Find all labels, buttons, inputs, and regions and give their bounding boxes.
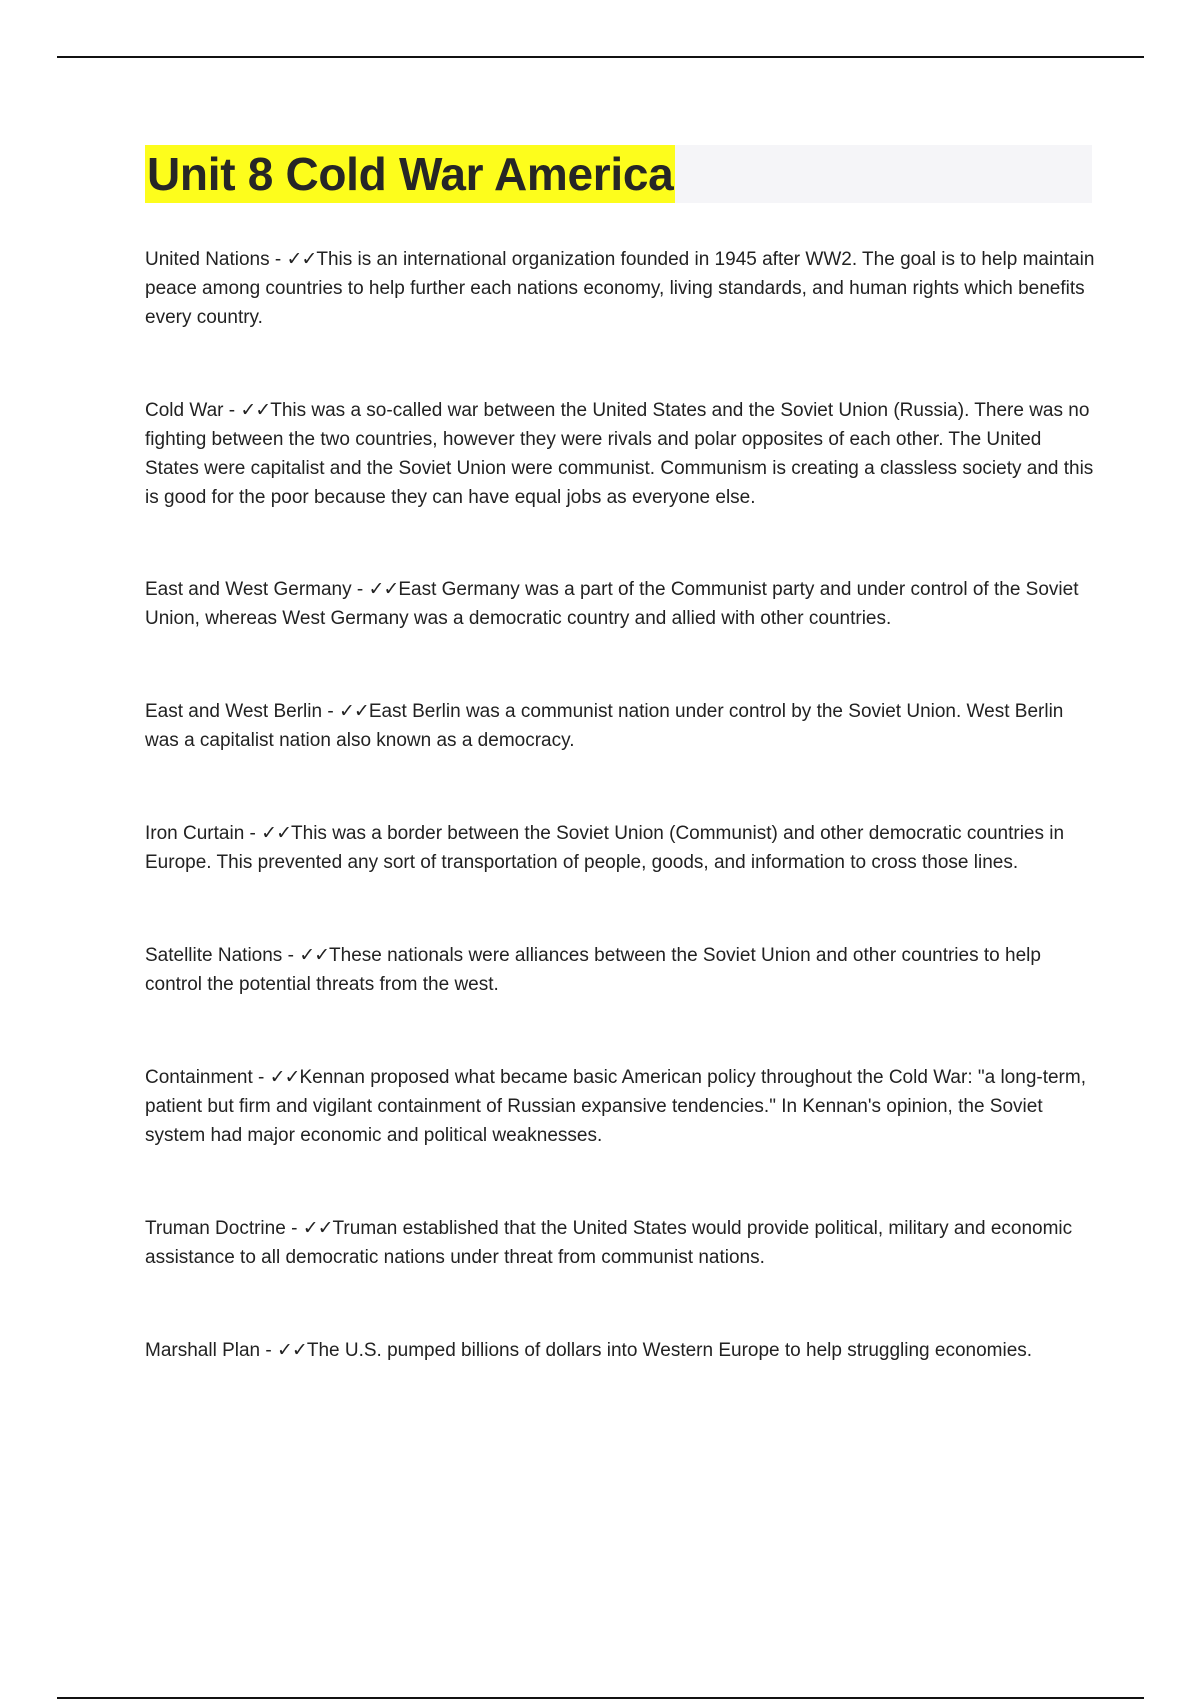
entry-iron-curtain [145, 819, 1095, 877]
entry-term: United Nations [145, 249, 270, 270]
entry-separator: - [223, 400, 241, 421]
entry-term: Containment [145, 1067, 253, 1088]
entry-separator: - [285, 1218, 303, 1239]
entry-separator: - [282, 945, 300, 966]
entry-definition: East Berlin was a communist nation under control by the Soviet Union. West Berlin was a capitalist nation also known as a democracy. [145, 701, 1064, 751]
check-mark-icon: ✓✓ [338, 700, 369, 722]
entry-definition: Kennan proposed what became basic American policy throughout the Cold War: "a long-term, patient but firm and vigilant containment of Russian expansive tendencies." In Kennan's opinion, the Soviet system had major economic and political weaknesses. [145, 1067, 1086, 1146]
entry-separator: - [322, 701, 339, 722]
entry-satellite-nations [145, 941, 1095, 999]
entry-definition: These nationals were alliances between the Soviet Union and other countries to help control the potential threats from the west. [145, 945, 1041, 995]
entry-cold-war [145, 396, 1095, 512]
entry-term: East and West Germany [145, 579, 352, 600]
check-mark-icon: ✓✓ [286, 248, 317, 270]
check-mark-icon: ✓✓ [261, 822, 292, 844]
entry-definition: This was a so-called war between the United States and the Soviet Union (Russia). There was no fighting between the two countries, however they were rivals and polar opposites of each other. The United States were capitalist and the Soviet Union were communist. Communism is creating a classless society and this is good for the poor because they can have equal jobs as everyone else. [145, 400, 1094, 508]
entry-separator: - [351, 579, 369, 600]
entry-united-nations [145, 245, 1095, 332]
entry-term: Iron Curtain [145, 823, 245, 844]
entry-term: Marshall Plan [145, 1340, 261, 1361]
entry-definition: East Germany was a part of the Communist party and under control of the Soviet Union, whereas West Germany was a democratic country and allied with other countries. [145, 579, 1079, 629]
check-mark-icon: ✓✓ [269, 1066, 300, 1088]
entry-term: East and West Berlin [145, 701, 323, 722]
entry-term: Truman Doctrine [145, 1218, 286, 1239]
bottom-divider [57, 1697, 1144, 1699]
entry-term: Satellite Nations [145, 945, 283, 966]
entry-list [145, 245, 1095, 1429]
entry-separator: - [244, 823, 262, 844]
page-title: Unit 8 Cold War America [145, 145, 675, 203]
check-mark-icon: ✓✓ [277, 1339, 307, 1361]
entry-truman-doctrine [145, 1214, 1095, 1272]
check-mark-icon: ✓✓ [299, 944, 330, 966]
entry-containment [145, 1063, 1095, 1150]
entry-definition: Truman established that the United States would provide political, military and economic assistance to all democratic nations under threat from communist nations. [145, 1218, 1073, 1268]
entry-definition: This is an international organization founded in 1945 after WW2. The goal is to help maintain peace among countries to help further each nations economy, living standards, and human rights which benefits every country. [145, 249, 1095, 328]
entry-east-west-berlin [145, 697, 1095, 755]
check-mark-icon: ✓✓ [302, 1217, 333, 1239]
entry-east-west-germany [145, 575, 1095, 633]
entry-separator: - [260, 1340, 277, 1361]
entry-term: Cold War [145, 400, 224, 421]
entry-separator: - [252, 1067, 270, 1088]
entry-definition: This was a border between the Soviet Union (Communist) and other democratic countries in Europe. This prevented any sort of transportation of people, goods, and information to cross those lines. [145, 823, 1065, 873]
entry-separator: - [269, 249, 287, 270]
entry-marshall-plan [145, 1336, 1095, 1365]
top-divider [57, 56, 1144, 58]
check-mark-icon: ✓✓ [368, 578, 399, 600]
check-mark-icon: ✓✓ [240, 399, 271, 421]
entry-definition: The U.S. pumped billions of dollars into Western Europe to help struggling economies. [306, 1340, 1033, 1361]
